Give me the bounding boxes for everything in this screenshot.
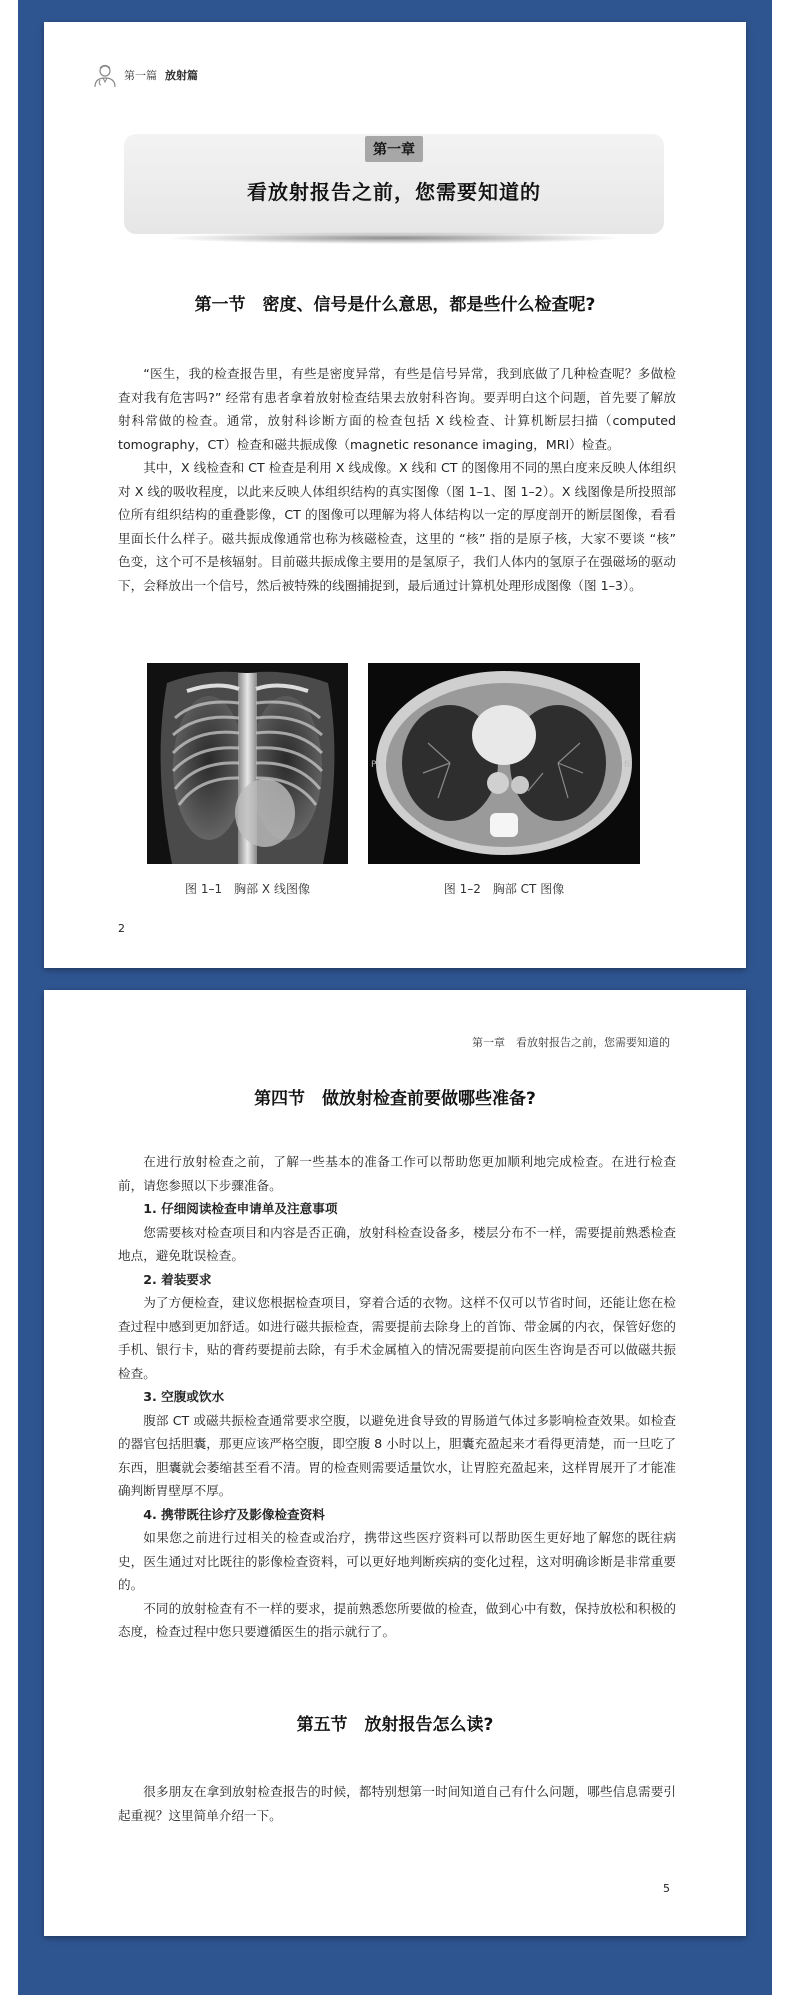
section-5-title: 第五节 放射报告怎么读? bbox=[296, 1715, 494, 1735]
section-1-title: 第一节 密度、信号是什么意思，都是些什么检查呢? bbox=[194, 295, 596, 315]
subheading: 1. 仔细阅读检查申请单及注意事项 bbox=[143, 1201, 338, 1216]
paragraph: 腹部 CT 或磁共振检查通常要求空腹，以避免进食导致的胃肠道气体过多影响检查效果。如检查的器官包括胆囊，那更应该严格空腹，即空腹 8 小时以上，胆囊充盈起来才看得更清楚，而一旦吃了东西，胆囊就会萎缩甚至看不清。胃的检查则需要适量饮水，让胃腔充盈起来，这样胃展开了才能准确判断胃壁厚不厚。 bbox=[118, 1412, 676, 1498]
paragraph: “医生，我的检查报告里，有些是密度异常，有些是信号异常，我到底做了几种检查呢？多做检查对我有危害吗?” 经常有患者拿着放射检查结果去放射科咨询。要弄明白这个问题，首先要了解放射科常做的检查。通常，放射科诊断方面的检查包括 X 线检查、计算机断层扫描（computed tomography，CT）检查和磁共振成像（magnetic resonance imaging，MRI）检查。 bbox=[118, 366, 676, 452]
subheading: 3. 空腹或饮水 bbox=[143, 1389, 225, 1404]
doctor-icon bbox=[92, 62, 118, 88]
paragraph: 如果您之前进行过相关的检查或治疗，携带这些医疗资料可以帮助医生更好地了解您的既往病史，医生通过对比既往的影像检查资料，可以更好地判断疾病的变化过程，这对明确诊断是非常重要的。 bbox=[118, 1530, 676, 1592]
paragraph: 其中，X 线检查和 CT 检查是利用 X 线成像。X 线和 CT 的图像用不同的黑白度来反映人体组织对 X 线的吸收程度，以此来反映人体组织结构的真实图像（图 1–1、图 1–2）。X 线图像是所投照部位所有组织结构的重叠影像，CT 的图像可以理解为将人体结构以一定的厚度剖开的断层图像，看看里面长什么样子。磁共振成像通常也称为核磁检查，这里的 “核” 指的是原子核，大家不要谈 “核” 色变，这个可不是核辐射。目前磁共振成像主要用的是氢原子，我们人体内的氢原子在强磁场的驱动下，会释放出一个信号，然后被特殊的线圈捕捉到，最后通过计算机处理形成图像（图 1–3）。 bbox=[118, 460, 676, 593]
section-1-body bbox=[118, 362, 676, 597]
chest-xray-image bbox=[147, 663, 348, 864]
paragraph: 为了方便检查，建议您根据检查项目，穿着合适的衣物。这样不仅可以节省时间，还能让您在检查过程中感到更加舒适。如进行磁共振检查，需要提前去除身上的首饰、带金属的内衣，保管好您的手机、银行卡，贴的膏药要提前去除，有手术金属植入的情况需要提前向医生咨询是否可以做磁共振检查。 bbox=[118, 1295, 676, 1381]
chapter-banner bbox=[124, 134, 664, 234]
ct-right-label: fil bbox=[624, 760, 633, 770]
paragraph: 在进行放射检查之前，了解一些基本的准备工作可以帮助您更加顺利地完成检查。在进行检查前，请您参照以下步骤准备。 bbox=[118, 1154, 676, 1193]
paragraph: 不同的放射检查有不一样的要求，提前熟悉您所要做的检查，做到心中有数，保持放松和积极的态度，检查过程中您只要遵循医生的指示就行了。 bbox=[118, 1600, 676, 1639]
section-5-body bbox=[118, 1780, 676, 1827]
chapter-tag: 第一章 bbox=[365, 136, 423, 162]
page-number: 5 bbox=[663, 1882, 670, 1895]
figure-1-2-caption: 图 1–2 胸部 CT 图像 bbox=[443, 882, 565, 896]
subheading: 2. 着装要求 bbox=[143, 1271, 212, 1287]
paragraph: 很多朋友在拿到放射检查报告的时候，都特别想第一时间知道自己有什么问题，哪些信息需要引起重视？这里简单介绍一下。 bbox=[118, 1784, 676, 1823]
paragraph: 您需要核对检查项目和内容是否正确，放射科检查设备多，楼层分布不一样，需要提前熟悉检查地点，避免耽误检查。 bbox=[118, 1224, 676, 1263]
part-number: 第一篇 bbox=[124, 69, 157, 82]
book-page-5 bbox=[44, 990, 746, 1936]
part-title: 放射篇 bbox=[165, 69, 198, 82]
figure-1-1-caption: 图 1–1 胸部 X 线图像 bbox=[185, 882, 310, 896]
section-4-title: 第四节 做放射检查前要做哪些准备? bbox=[254, 1089, 536, 1109]
chapter-title: 看放射报告之前，您需要知道的 bbox=[247, 180, 541, 204]
page-number: 2 bbox=[118, 922, 125, 935]
part-header bbox=[92, 60, 198, 90]
ct-left-label: PI bbox=[371, 760, 380, 770]
section-4-body bbox=[118, 1150, 676, 1644]
subheading: 4. 携带既往诊疗及影像检查资料 bbox=[143, 1506, 325, 1522]
chest-ct-image bbox=[368, 663, 640, 864]
running-header: 第一章 看放射报告之前，您需要知道的 bbox=[472, 1036, 670, 1049]
book-page-1 bbox=[44, 22, 746, 968]
